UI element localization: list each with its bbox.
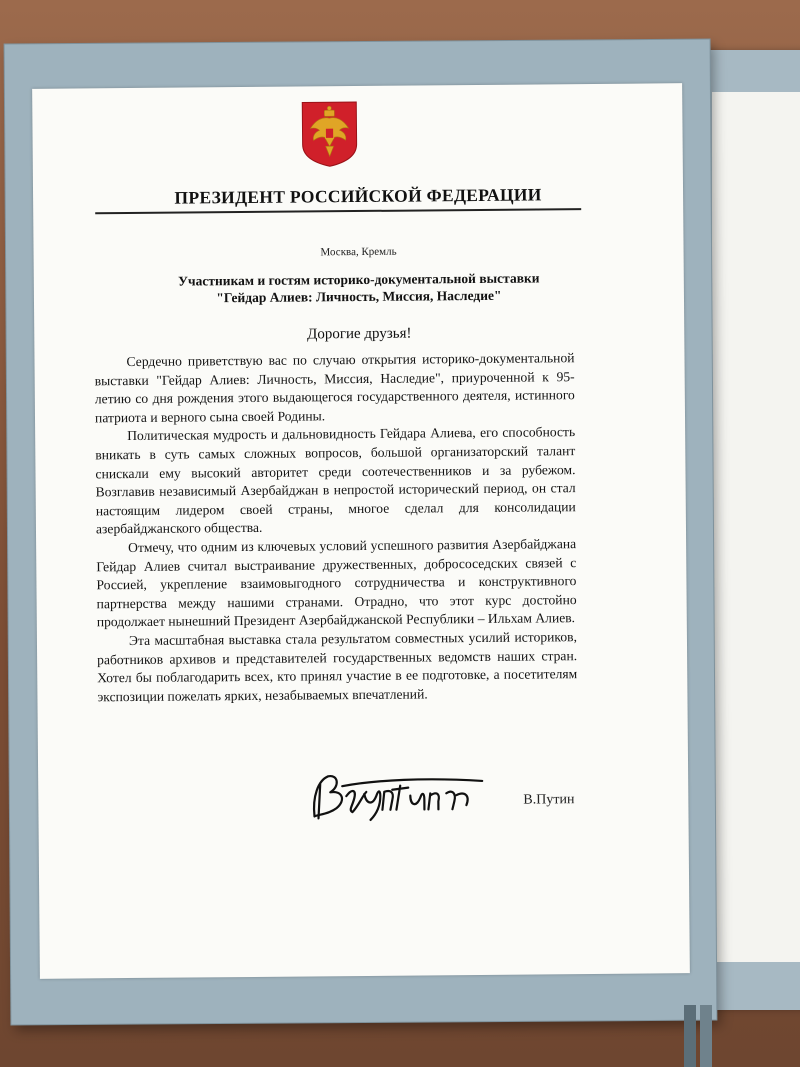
handwritten-signature xyxy=(306,765,512,827)
letter-paragraph: Политическая мудрость и дальновидность Гейдара Алиева, его способность вникать в суть самых сложных вопросов, большой организаторский талант снискали ему высокий авторитет среди соотечественников и за рубежом. Возглавив независимый Азербайджан в непростой исторический период, он стал настоящим лидером своей страны, многое сделал для консолидации азербайджанского общества. xyxy=(95,424,576,537)
letter-paragraph: Эта масштабная выставка стала результатом совместных усилий историков, работников архивов и представителей государственных ведомств наших стран. Хотел бы поблагодарить всех, кто принял участие в ее подготовке, а посетителям экспозиции пожелать ярких, незабываемых впечатлений. xyxy=(97,629,578,704)
letter-paragraph: Отмечу, что одним из ключевых условий успешного развития Азербайджана Гейдар Алиев считал выстраивание дружественных, добрососедских связей с Россией, укрепление взаимовыгодного сотрудничества и конструктивного партнерства между нашими странами. Отрадно, что этот курс достойно продолжает нынешний Президент Азербайджанской Республики – Ильхам Алиев. xyxy=(96,536,577,630)
letterhead-title: ПРЕЗИДЕНТ РОССИЙСКОЙ ФЕДЕРАЦИИ xyxy=(174,184,542,208)
letter-sheet xyxy=(32,83,690,979)
letter-salutation: Дорогие друзья! xyxy=(306,325,412,343)
letterhead-divider xyxy=(95,208,581,214)
addressee-line: Участникам и гостям историко-документальной выставки xyxy=(178,270,540,289)
letter-location: Москва, Кремль xyxy=(320,245,397,259)
letter-paragraph: Сердечно приветствую вас по случаю открытия историко-документальной выставки "Гейдар Алиев: Личность, Миссия, Наследие", приуроченной к 95-летию со дня рождения этого выдающегося государственного деятеля, истинного патриота и верного сына своей Родины. xyxy=(94,350,575,426)
bookmark-ribbon xyxy=(684,1005,696,1067)
letter-addressee xyxy=(64,268,654,307)
coat-of-arms-icon xyxy=(300,100,359,169)
addressee-line: "Гейдар Алиев: Личность, Миссия, Наследие" xyxy=(216,287,502,306)
folder-right-page xyxy=(712,92,800,962)
signer-name: В.Путин xyxy=(523,792,575,808)
letter-body xyxy=(94,349,577,706)
bookmark-ribbon xyxy=(700,1005,712,1067)
